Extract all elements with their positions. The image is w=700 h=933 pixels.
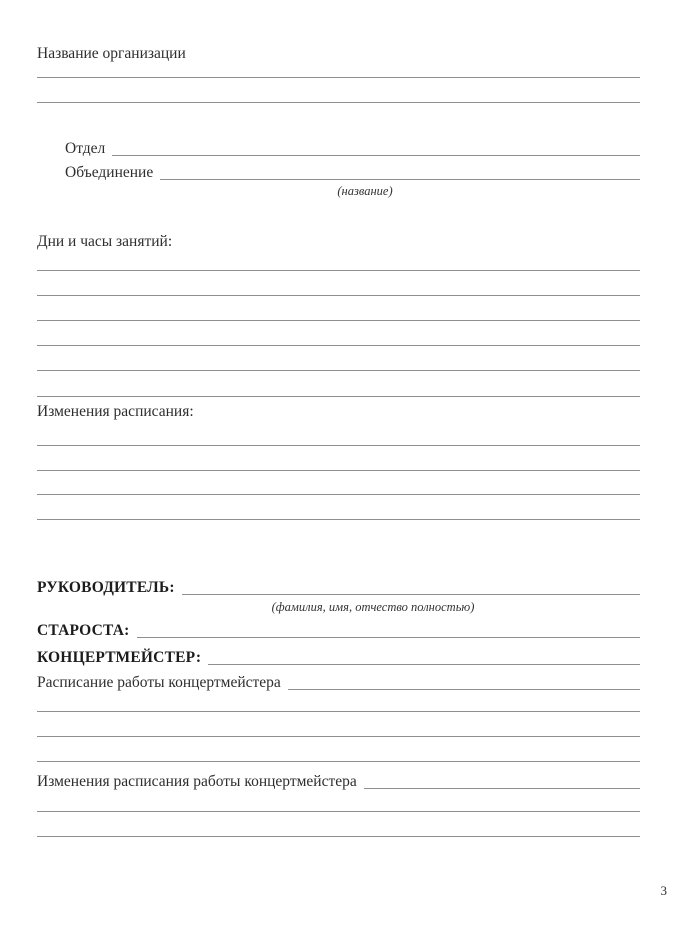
org-name-blank-line-1: [37, 77, 640, 78]
obedinenie-label: Объединение: [65, 164, 154, 181]
concertmaster-label: КОНЦЕРТМЕЙСТЕР:: [37, 649, 202, 666]
org-name-blank-line-2: [37, 102, 640, 103]
concertmaster-schedule-blank-line: [288, 689, 640, 690]
schedule-changes-blank-line-2: [37, 470, 640, 471]
schedule-changes-blank-line-3: [37, 494, 640, 495]
days-hours-label: Дни и часы занятий:: [37, 233, 173, 250]
leader-label: РУКОВОДИТЕЛЬ:: [37, 579, 175, 596]
days-hours-blank-line-2: [37, 295, 640, 296]
obedinenie-blank-line: [160, 179, 640, 180]
concertmaster-schedule-blank-line-1: [37, 711, 640, 712]
concertmaster-schedule-row: [37, 672, 640, 692]
org-name-label: Название организации: [37, 45, 186, 62]
page-number: 3: [660, 883, 667, 898]
schedule-changes-label: Изменения расписания:: [37, 403, 194, 420]
concertmaster-row: [37, 647, 640, 667]
days-hours-blank-line-3: [37, 320, 640, 321]
days-hours-blank-line-6: [37, 396, 640, 397]
concertmaster-blank-line: [208, 664, 640, 665]
days-hours-blank-line-4: [37, 345, 640, 346]
obedinenie-caption: (название): [337, 184, 393, 198]
schedule-changes-blank-line-1: [37, 445, 640, 446]
concertmaster-schedule-blank-line-2: [37, 736, 640, 737]
concertmaster-schedule-label: Расписание работы концертмейстера: [37, 674, 281, 691]
concertmaster-schedule-changes-blank-line-1: [37, 811, 640, 812]
starosta-blank-line: [137, 637, 641, 638]
schedule-changes-blank-line-4: [37, 519, 640, 520]
obedinenie-row: [65, 162, 640, 182]
leader-row: [37, 577, 640, 597]
days-hours-blank-line-5: [37, 370, 640, 371]
concertmaster-schedule-changes-label: Изменения расписания работы концертмейстера: [37, 773, 357, 790]
leader-blank-line: [182, 594, 640, 595]
otdel-row: [65, 138, 640, 158]
starosta-label: СТАРОСТА:: [37, 622, 130, 639]
concertmaster-schedule-changes-blank-line-2: [37, 836, 640, 837]
concertmaster-schedule-changes-row: [37, 771, 640, 791]
otdel-label: Отдел: [65, 140, 106, 157]
otdel-blank-line: [112, 155, 640, 156]
concertmaster-schedule-blank-line-3: [37, 761, 640, 762]
days-hours-blank-line-1: [37, 270, 640, 271]
starosta-row: [37, 620, 640, 640]
leader-caption: (фамилия, имя, отчество полностью): [271, 600, 475, 614]
concertmaster-schedule-changes-blank-line: [364, 788, 640, 789]
